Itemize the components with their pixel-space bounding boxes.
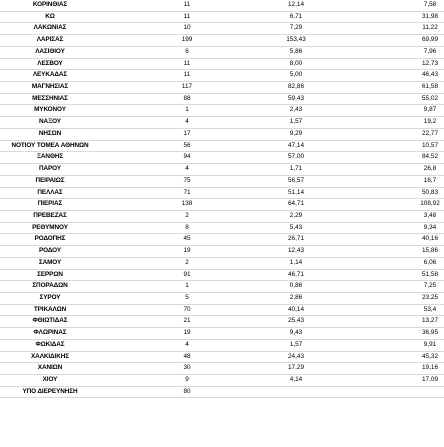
- per-capita-cell: 17,09: [416, 375, 444, 387]
- spacer-cell: [202, 222, 282, 234]
- spacer-cell: [310, 11, 416, 23]
- cases-cell: 2: [172, 210, 202, 222]
- cases-cell: 6: [172, 46, 202, 58]
- per-capita-cell: 6,06: [416, 257, 444, 269]
- spacer-cell: [202, 175, 282, 187]
- cases-cell: 19: [172, 328, 202, 340]
- table-row: [0, 93, 444, 105]
- spacer-cell: [100, 187, 172, 199]
- spacer-cell: [310, 199, 416, 211]
- region-name-cell: ΣΠΟΡΑΔΩΝ: [0, 281, 100, 293]
- region-name-cell: ΣΕΡΡΩΝ: [0, 269, 100, 281]
- table-row: [0, 46, 444, 58]
- incidence-cell: 5,86: [282, 46, 310, 58]
- spacer-cell: [202, 23, 282, 35]
- region-name-cell: ΚΩ: [0, 11, 100, 23]
- spacer-cell: [100, 82, 172, 94]
- per-capita-cell: 15,86: [416, 246, 444, 258]
- spacer-cell: [100, 375, 172, 387]
- spacer-cell: [310, 339, 416, 351]
- cases-cell: 45: [172, 234, 202, 246]
- incidence-cell: 1,14: [282, 257, 310, 269]
- incidence-cell: 0,86: [282, 281, 310, 293]
- incidence-cell: 7,29: [282, 23, 310, 35]
- per-capita-cell: 51,58: [416, 269, 444, 281]
- spacer-cell: [310, 386, 416, 398]
- per-capita-cell: 9,34: [416, 222, 444, 234]
- table-row: [0, 58, 444, 70]
- table-row: [0, 234, 444, 246]
- table-row: [0, 246, 444, 258]
- spacer-cell: [310, 363, 416, 375]
- spacer-cell: [310, 164, 416, 176]
- incidence-cell: 153,43: [282, 35, 310, 47]
- cases-cell: 9: [172, 375, 202, 387]
- per-capita-cell: 40,16: [416, 234, 444, 246]
- spacer-cell: [202, 152, 282, 164]
- cases-cell: 56: [172, 140, 202, 152]
- spacer-cell: [310, 23, 416, 35]
- cases-cell: 2: [172, 257, 202, 269]
- spacer-cell: [310, 375, 416, 387]
- incidence-cell: 59,43: [282, 93, 310, 105]
- table-row: [0, 281, 444, 293]
- spacer-cell: [202, 35, 282, 47]
- spacer-cell: [310, 82, 416, 94]
- incidence-cell: 4,14: [282, 375, 310, 387]
- region-name-cell: ΜΕΣΣΗΝΙΑΣ: [0, 93, 100, 105]
- spacer-cell: [100, 234, 172, 246]
- table-row: [0, 105, 444, 117]
- region-name-cell: ΣΑΜΟΥ: [0, 257, 100, 269]
- incidence-cell: 24,43: [282, 351, 310, 363]
- table-row: [0, 0, 444, 11]
- spacer-cell: [100, 35, 172, 47]
- cases-cell: 4: [172, 164, 202, 176]
- spacer-cell: [100, 351, 172, 363]
- spacer-cell: [202, 105, 282, 117]
- spacer-cell: [310, 140, 416, 152]
- region-name-cell: ΠΕΙΡΑΙΩΣ: [0, 175, 100, 187]
- spacer-cell: [202, 316, 282, 328]
- spacer-cell: [202, 58, 282, 70]
- table-row: [0, 339, 444, 351]
- per-capita-cell: 36,95: [416, 328, 444, 340]
- spacer-cell: [202, 117, 282, 129]
- incidence-cell: 17,29: [282, 363, 310, 375]
- region-name-cell: ΠΡΕΒΕΖΑΣ: [0, 210, 100, 222]
- spacer-cell: [100, 152, 172, 164]
- region-name-cell: ΠΕΛΛΑΣ: [0, 187, 100, 199]
- incidence-cell: 51,14: [282, 187, 310, 199]
- spacer-cell: [202, 0, 282, 11]
- spacer-cell: [202, 140, 282, 152]
- spacer-cell: [100, 23, 172, 35]
- incidence-cell: 1,71: [282, 164, 310, 176]
- incidence-cell: 12,43: [282, 246, 310, 258]
- spacer-cell: [202, 269, 282, 281]
- per-capita-cell: 53,4: [416, 304, 444, 316]
- spacer-cell: [202, 82, 282, 94]
- per-capita-cell: 19,16: [416, 363, 444, 375]
- spacer-cell: [100, 246, 172, 258]
- region-name-cell: ΛΑΚΩΝΙΑΣ: [0, 23, 100, 35]
- per-capita-cell: 9,87: [416, 105, 444, 117]
- spacer-cell: [100, 222, 172, 234]
- cases-cell: 17: [172, 128, 202, 140]
- per-capita-cell: 7,25: [416, 281, 444, 293]
- table-row: [0, 164, 444, 176]
- incidence-cell: 6,71: [282, 11, 310, 23]
- spacer-cell: [202, 386, 282, 398]
- spacer-cell: [100, 269, 172, 281]
- spacer-cell: [202, 281, 282, 293]
- incidence-cell: 46,71: [282, 269, 310, 281]
- spacer-cell: [310, 35, 416, 47]
- spacer-cell: [202, 11, 282, 23]
- spacer-cell: [100, 11, 172, 23]
- per-capita-cell: 26,8: [416, 164, 444, 176]
- region-name-cell: ΣΥΡΟΥ: [0, 292, 100, 304]
- region-name-cell: ΧΙΟΥ: [0, 375, 100, 387]
- cases-cell: 1: [172, 105, 202, 117]
- table-row: [0, 70, 444, 82]
- incidence-cell: 1,57: [282, 339, 310, 351]
- incidence-cell: 9,43: [282, 328, 310, 340]
- per-capita-cell: 12,73: [416, 58, 444, 70]
- spacer-cell: [100, 93, 172, 105]
- per-capita-cell: 19,2: [416, 117, 444, 129]
- per-capita-cell: 7,58: [416, 0, 444, 11]
- spacer-cell: [202, 128, 282, 140]
- region-name-cell: ΛΕΣΒΟΥ: [0, 58, 100, 70]
- region-name-cell: ΦΩΚΙΔΑΣ: [0, 339, 100, 351]
- region-name-cell: ΞΑΝΘΗΣ: [0, 152, 100, 164]
- spacer-cell: [100, 175, 172, 187]
- cases-cell: 48: [172, 351, 202, 363]
- spacer-cell: [100, 328, 172, 340]
- incidence-cell: 40,14: [282, 304, 310, 316]
- spacer-cell: [310, 46, 416, 58]
- spacer-cell: [310, 234, 416, 246]
- cases-cell: 94: [172, 152, 202, 164]
- spacer-cell: [202, 351, 282, 363]
- region-name-cell: ΧΑΛΚΙΔΙΚΗΣ: [0, 351, 100, 363]
- spacer-cell: [202, 187, 282, 199]
- spacer-cell: [202, 246, 282, 258]
- spacer-cell: [310, 351, 416, 363]
- spacer-cell: [310, 222, 416, 234]
- spacer-cell: [310, 152, 416, 164]
- cases-cell: 30: [172, 363, 202, 375]
- spacer-cell: [310, 328, 416, 340]
- table-row: [0, 128, 444, 140]
- spacer-cell: [100, 292, 172, 304]
- spacer-cell: [310, 316, 416, 328]
- spacer-cell: [310, 281, 416, 293]
- incidence-cell: 12,14: [282, 0, 310, 11]
- cases-cell: 11: [172, 70, 202, 82]
- spacer-cell: [310, 117, 416, 129]
- spacer-cell: [100, 257, 172, 269]
- spacer-cell: [310, 257, 416, 269]
- table-row: [0, 328, 444, 340]
- incidence-cell: 5,43: [282, 222, 310, 234]
- cases-cell: 10: [172, 23, 202, 35]
- table-row: [0, 117, 444, 129]
- cases-cell: 5: [172, 292, 202, 304]
- spacer-cell: [100, 128, 172, 140]
- spacer-cell: [202, 257, 282, 269]
- region-name-cell: ΛΕΥΚΑΔΑΣ: [0, 70, 100, 82]
- cases-cell: 117: [172, 82, 202, 94]
- incidence-cell: 57,00: [282, 152, 310, 164]
- incidence-cell: 1,57: [282, 117, 310, 129]
- per-capita-cell: 23,25: [416, 292, 444, 304]
- table-row: [0, 257, 444, 269]
- incidence-cell: 47,14: [282, 140, 310, 152]
- spacer-cell: [310, 175, 416, 187]
- table-row: [0, 11, 444, 23]
- per-capita-cell: 22,77: [416, 128, 444, 140]
- spacer-cell: [310, 269, 416, 281]
- spacer-cell: [202, 210, 282, 222]
- spacer-cell: [310, 246, 416, 258]
- spacer-cell: [100, 281, 172, 293]
- table-row: [0, 269, 444, 281]
- cases-cell: 4: [172, 117, 202, 129]
- table-row: [0, 304, 444, 316]
- spacer-cell: [100, 105, 172, 117]
- cases-cell: 199: [172, 35, 202, 47]
- per-capita-cell: 13,27: [416, 316, 444, 328]
- table-row: [0, 375, 444, 387]
- incidence-cell: 82,86: [282, 82, 310, 94]
- spacer-cell: [202, 328, 282, 340]
- incidence-cell: 2,29: [282, 210, 310, 222]
- region-name-cell: ΠΑΡΟΥ: [0, 164, 100, 176]
- spacer-cell: [310, 93, 416, 105]
- spacer-cell: [310, 105, 416, 117]
- per-capita-cell: 45,32: [416, 351, 444, 363]
- per-capita-cell: 61,58: [416, 82, 444, 94]
- spacer-cell: [310, 0, 416, 11]
- spacer-cell: [202, 304, 282, 316]
- spacer-cell: [100, 304, 172, 316]
- cases-cell: 71: [172, 187, 202, 199]
- spacer-cell: [100, 210, 172, 222]
- incidence-cell: 2,86: [282, 292, 310, 304]
- spacer-cell: [310, 304, 416, 316]
- per-capita-cell: 31,98: [416, 11, 444, 23]
- spacer-cell: [202, 46, 282, 58]
- cases-cell: 80: [172, 386, 202, 398]
- spacer-cell: [100, 140, 172, 152]
- per-capita-cell: 50,83: [416, 187, 444, 199]
- cases-cell: 21: [172, 316, 202, 328]
- spacer-cell: [310, 128, 416, 140]
- table-row: [0, 23, 444, 35]
- table-row: [0, 152, 444, 164]
- region-name-cell: ΦΛΩΡΙΝΑΣ: [0, 328, 100, 340]
- table-row: [0, 316, 444, 328]
- spacer-cell: [100, 58, 172, 70]
- per-capita-cell: 55,02: [416, 93, 444, 105]
- spacer-cell: [202, 375, 282, 387]
- table-row: [0, 199, 444, 211]
- region-name-cell: ΡΟΔΟΠΗΣ: [0, 234, 100, 246]
- cases-cell: 91: [172, 269, 202, 281]
- region-name-cell: ΝΑΞΟΥ: [0, 117, 100, 129]
- incidence-cell: 64,71: [282, 199, 310, 211]
- spacer-cell: [100, 0, 172, 11]
- cases-cell: 8: [172, 222, 202, 234]
- spacer-cell: [100, 339, 172, 351]
- region-name-cell: ΧΑΝΙΩΝ: [0, 363, 100, 375]
- spacer-cell: [310, 292, 416, 304]
- spacer-cell: [100, 46, 172, 58]
- spacer-cell: [202, 93, 282, 105]
- cases-cell: 70: [172, 304, 202, 316]
- cases-cell: 19: [172, 246, 202, 258]
- spacer-cell: [202, 339, 282, 351]
- table-row: [0, 175, 444, 187]
- region-name-cell: ΜΑΓΝΗΣΙΑΣ: [0, 82, 100, 94]
- incidence-cell: 2,43: [282, 105, 310, 117]
- region-name-cell: ΡΟΔΟΥ: [0, 246, 100, 258]
- table-row: [0, 210, 444, 222]
- region-name-cell: ΤΡΙΚΑΛΩΝ: [0, 304, 100, 316]
- incidence-cell: 25,43: [282, 316, 310, 328]
- per-capita-cell: 3,48: [416, 210, 444, 222]
- region-name-cell: ΝΗΣΩΝ: [0, 128, 100, 140]
- spacer-cell: [202, 363, 282, 375]
- spacer-cell: [310, 70, 416, 82]
- spacer-cell: [310, 187, 416, 199]
- spacer-cell: [100, 363, 172, 375]
- region-name-cell: ΜΥΚΟΝΟΥ: [0, 105, 100, 117]
- spacer-cell: [310, 210, 416, 222]
- cases-cell: 11: [172, 11, 202, 23]
- region-name-cell: ΛΑΡΙΣΑΣ: [0, 35, 100, 47]
- per-capita-cell: 7,96: [416, 46, 444, 58]
- spacer-cell: [100, 117, 172, 129]
- per-capita-cell: 10,57: [416, 140, 444, 152]
- table-row: [0, 351, 444, 363]
- spacer-cell: [310, 58, 416, 70]
- spacer-cell: [202, 164, 282, 176]
- table-row: [0, 82, 444, 94]
- region-name-cell: ΠΙΕΡΙΑΣ: [0, 199, 100, 211]
- region-name-cell: ΡΕΘΥΜΝΟΥ: [0, 222, 100, 234]
- incidence-cell: 5,00: [282, 70, 310, 82]
- per-capita-cell: 84,52: [416, 152, 444, 164]
- table-row: [0, 292, 444, 304]
- region-name-cell: ΦΘΙΩΤΙΔΑΣ: [0, 316, 100, 328]
- spacer-cell: [100, 386, 172, 398]
- table-row: [0, 386, 444, 398]
- region-name-cell: ΝΟΤΙΟΥ ΤΟΜΕΑ ΑΘΗΝΩΝ: [0, 140, 100, 152]
- cases-cell: 4: [172, 339, 202, 351]
- spacer-cell: [202, 292, 282, 304]
- spacer-cell: [100, 70, 172, 82]
- per-capita-cell: 16,7: [416, 175, 444, 187]
- cases-cell: 11: [172, 0, 202, 11]
- spacer-cell: [100, 316, 172, 328]
- spacer-cell: [202, 70, 282, 82]
- table-row: [0, 140, 444, 152]
- table-row: [0, 35, 444, 47]
- per-capita-cell: 46,43: [416, 70, 444, 82]
- region-name-cell: ΥΠΟ ΔΙΕΡΕΥΝΗΣΗ: [0, 386, 100, 398]
- table-row: [0, 222, 444, 234]
- per-capita-cell: 9,91: [416, 339, 444, 351]
- per-capita-cell: 108,92: [416, 199, 444, 211]
- incidence-cell: 26,71: [282, 234, 310, 246]
- cases-cell: 75: [172, 175, 202, 187]
- spacer-cell: [100, 164, 172, 176]
- spacer-cell: [202, 199, 282, 211]
- region-name-cell: ΛΑΣΙΘΙΟΥ: [0, 46, 100, 58]
- cases-cell: 1: [172, 281, 202, 293]
- per-capita-cell: [416, 386, 444, 398]
- spacer-cell: [202, 234, 282, 246]
- cases-cell: 138: [172, 199, 202, 211]
- cases-cell: 11: [172, 58, 202, 70]
- spacer-cell: [100, 199, 172, 211]
- incidence-cell: 9,29: [282, 128, 310, 140]
- region-name-cell: ΚΟΡΙΝΘΙΑΣ: [0, 0, 100, 11]
- per-capita-cell: 11,22: [416, 23, 444, 35]
- table-row: [0, 363, 444, 375]
- incidence-cell: 56,57: [282, 175, 310, 187]
- cases-cell: 88: [172, 93, 202, 105]
- per-capita-cell: 69,99: [416, 35, 444, 47]
- incidence-cell: [282, 386, 310, 398]
- incidence-cell: 8,00: [282, 58, 310, 70]
- table-row: [0, 187, 444, 199]
